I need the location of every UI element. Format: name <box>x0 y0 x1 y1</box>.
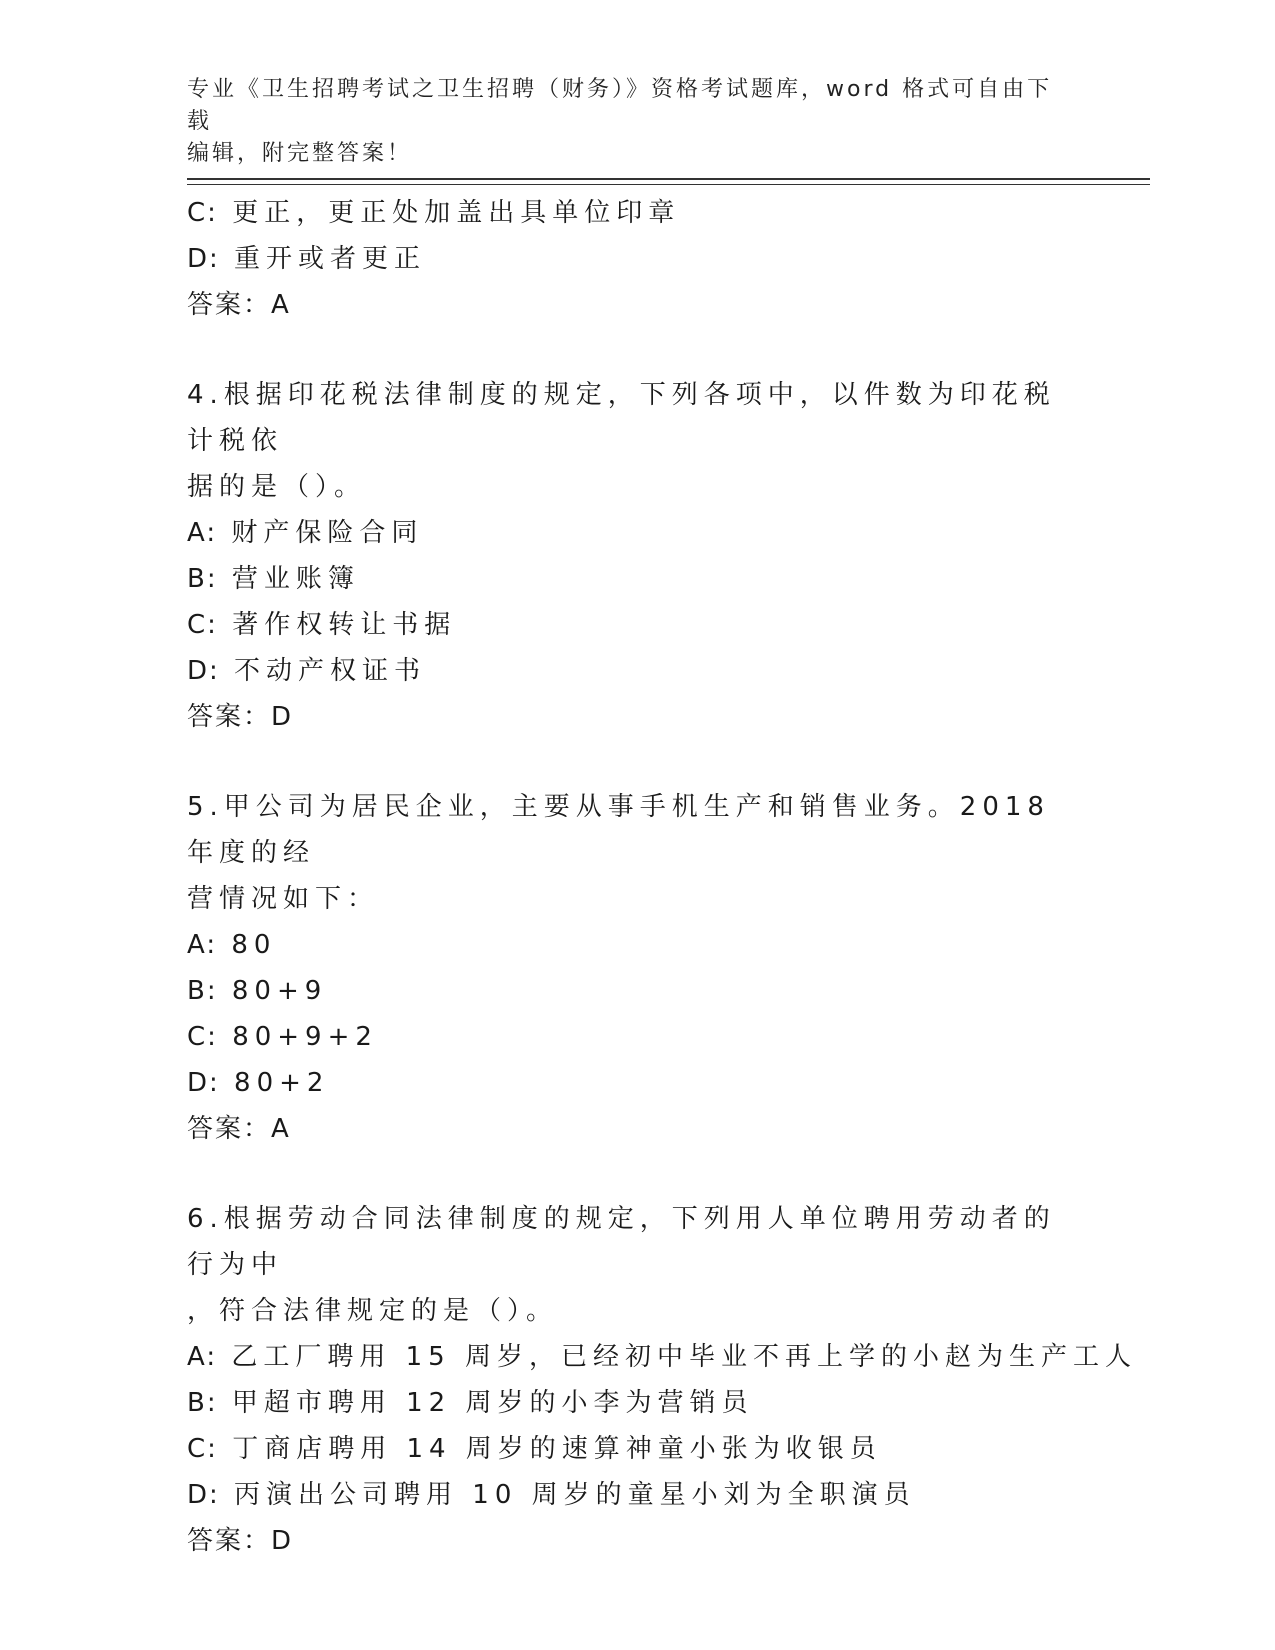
option-text: 更正，更正处加盖出具单位印章 <box>232 198 681 228</box>
header-divider-thick <box>187 178 1150 180</box>
option-text: 丙演出公司聘用 10 周岁的童星小刘为全职演员 <box>234 1480 916 1510</box>
question-4 <box>187 372 1087 740</box>
option-a <box>187 1334 1137 1380</box>
option-d <box>187 648 1087 694</box>
option-text: 重开或者更正 <box>234 244 427 274</box>
option-letter: D: <box>187 244 220 274</box>
answer-line: 答案：D <box>187 1526 294 1556</box>
option-text: 80+2 <box>234 1068 330 1098</box>
option-a <box>187 510 1087 556</box>
option-c <box>187 190 1087 236</box>
option-d <box>187 1060 1087 1106</box>
question-5 <box>187 784 1087 1152</box>
question-6 <box>187 1196 1137 1564</box>
option-d <box>187 236 1087 282</box>
question-text <box>187 1196 1067 1334</box>
question-text <box>187 372 1067 510</box>
question-list <box>187 190 1137 1564</box>
header-line-2: 编辑，附完整答案！ <box>187 141 413 166</box>
answer-line: 答案：A <box>187 1114 291 1144</box>
option-b <box>187 556 1087 602</box>
option-c <box>187 602 1087 648</box>
question-3-tail <box>187 190 1087 328</box>
option-letter: D: <box>187 1480 220 1510</box>
option-text: 营业账簿 <box>231 564 360 594</box>
option-text: 80+9 <box>231 976 328 1006</box>
option-letter: C: <box>187 1434 218 1464</box>
option-a <box>187 922 1087 968</box>
option-d <box>187 1472 1087 1518</box>
option-text: 著作权转让书据 <box>232 610 457 640</box>
option-letter: C: <box>187 1022 218 1052</box>
question-line-2: ，符合法律规定的是（）。 <box>187 1296 559 1326</box>
option-b <box>187 968 1087 1014</box>
answer-line: 答案：A <box>187 290 291 320</box>
option-text: 财产保险合同 <box>231 518 424 548</box>
option-letter: B: <box>187 564 218 594</box>
option-text: 丁商店聘用 14 周岁的速算神童小张为收银员 <box>232 1434 882 1464</box>
question-line-1: 4.根据印花税法律制度的规定，下列各项中，以件数为印花税计税依 <box>187 380 1056 456</box>
option-letter: D: <box>187 1068 220 1098</box>
answer-line: 答案：D <box>187 702 294 732</box>
spacer <box>187 740 1087 784</box>
page-header <box>187 74 1067 170</box>
option-text: 80+9+2 <box>232 1022 378 1052</box>
option-text: 不动产权证书 <box>234 656 427 686</box>
option-letter: B: <box>187 976 218 1006</box>
option-text: 80 <box>231 930 277 960</box>
spacer <box>187 1152 1087 1196</box>
option-letter: C: <box>187 610 218 640</box>
option-b <box>187 1380 1087 1426</box>
option-letter: A: <box>187 930 218 960</box>
option-letter: A: <box>187 1342 218 1372</box>
header-divider-thin <box>187 184 1150 185</box>
question-text <box>187 784 1067 922</box>
question-line-2: 营情况如下： <box>187 884 380 914</box>
option-text: 甲超市聘用 12 周岁的小李为营销员 <box>231 1388 754 1418</box>
option-letter: A: <box>187 518 218 548</box>
option-letter: B: <box>187 1388 218 1418</box>
question-line-2: 据的是（）。 <box>187 472 367 502</box>
option-c <box>187 1426 1087 1472</box>
header-line-1: 专业《卫生招聘考试之卫生招聘（财务）》资格考试题库，word 格式可自由下载 <box>187 77 1053 134</box>
question-line-1: 5.甲公司为居民企业，主要从事手机生产和销售业务。2018 年度的经 <box>187 792 1050 868</box>
option-text: 乙工厂聘用 15 周岁，已经初中毕业不再上学的小赵为生产工人 <box>231 1342 1137 1372</box>
option-letter: D: <box>187 656 220 686</box>
option-c <box>187 1014 1087 1060</box>
spacer <box>187 328 1087 372</box>
option-letter: C: <box>187 198 218 228</box>
question-line-1: 6.根据劳动合同法律制度的规定，下列用人单位聘用劳动者的行为中 <box>187 1204 1056 1280</box>
